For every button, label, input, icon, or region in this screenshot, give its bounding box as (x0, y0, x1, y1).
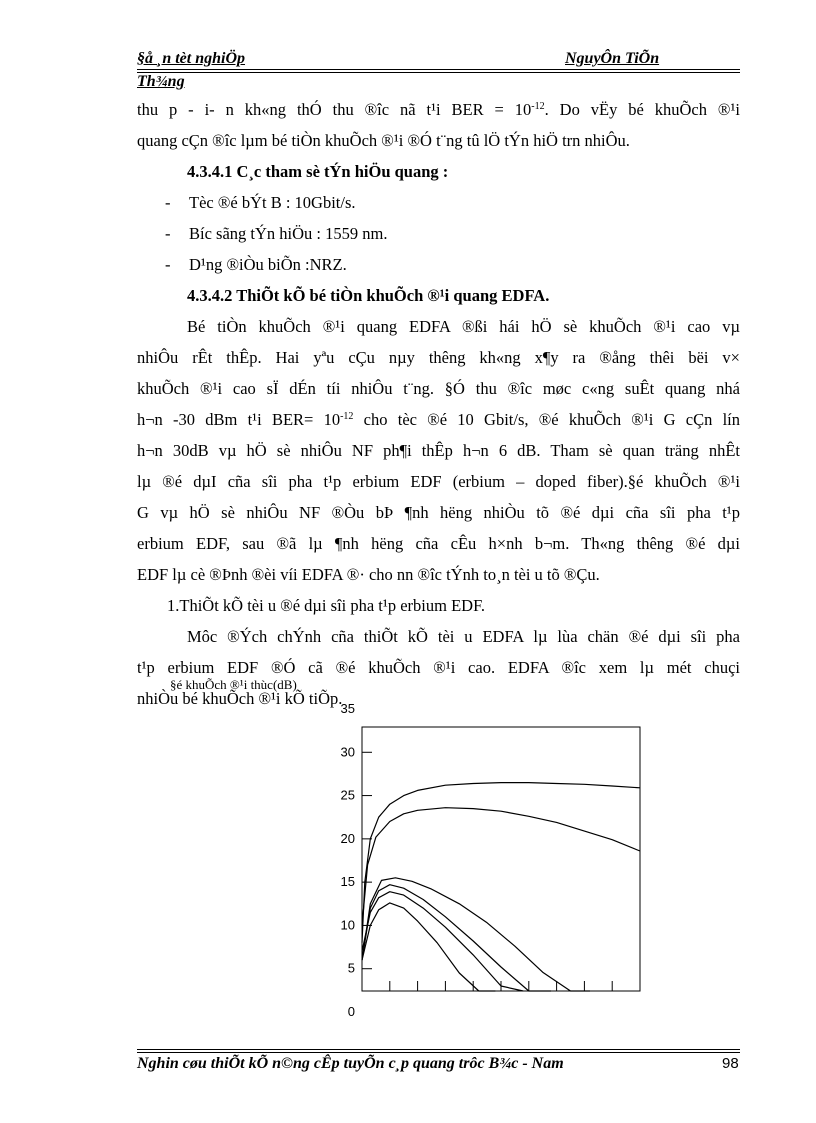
y-tick-label: 25 (340, 787, 355, 803)
y-tick-label: 0 (347, 1004, 355, 1019)
footer-title: Nghin cøu thiÕt kÕ n©ng cÊp tuyÕn c¸p quang trôc B¾c - Nam (137, 1055, 564, 1072)
text-line: h¬n 30dB vµ hÖ sè nhiÔu NF ph¶i thÊp h¬n 6 dB. Tham sè quan träng nhÊt (137, 441, 740, 460)
header-thesis-label: §å ¸n tèt nghiÖp (137, 50, 246, 67)
text-line: h¬n -30 dBm t¹i $BER= 10^{-12}$ cho tèc ®é 10 Gbit/s, ®é khuÕch ®¹i G cÇn lín (137, 410, 740, 429)
footer-rule-2 (137, 1052, 740, 1053)
text-line: thu p - i- n kh«ng thÓ thu ®îc nã t¹i BER = $10^{-12}$. Do vËy bé khuÕch ®¹i (137, 100, 740, 119)
text-line: Môc ®Ých chÝnh cña thiÕt kÕ tèi u EDFA lµ lùa chän ®é dµi sîi pha (187, 627, 740, 646)
footer-rule (137, 1049, 740, 1050)
text-line: lµ ®é dµI cña sîi pha t¹p erbium EDF (erbium – doped fiber).§é khuÕch ®¹i (137, 472, 740, 491)
y-tick-label: 15 (340, 874, 355, 890)
y-tick-label: 35 (340, 701, 355, 716)
subsection-heading: 1.ThiÕt kÕ tèi u ®é dµi sîi pha t¹p erbium EDF. (167, 596, 486, 615)
list-item: - D¹ng ®iÒu biÕn :NRZ. (165, 255, 347, 274)
text-line: EDF lµ cè ®Þnh ®èi víi EDFA ®· cho nn ®îc tÝnh to¸n tèi u tõ ®Çu. (137, 565, 600, 584)
gain-chart (330, 695, 650, 1030)
body-text (137, 94, 740, 714)
y-tick-label: 5 (347, 960, 355, 976)
section-heading-4-3-4-2: 4.3.4.2 ThiÕt kÕ bé tiÒn khuÕch ®¹i quang EDFA. (187, 286, 550, 305)
page-number: 98 (722, 1055, 739, 1072)
series-line-curve-5 (362, 892, 523, 991)
header-author-continuation: Th¾ng (137, 73, 185, 90)
y-tick-label: 20 (340, 830, 355, 846)
series-line-curve-3 (362, 878, 590, 991)
series-line-curve-6 (362, 903, 495, 991)
text-line: t¹p erbium EDF ®Ó cã ®é khuÕch ®¹i cao. EDFA ®îc xem lµ mét chuçi (137, 658, 740, 677)
plot-frame (362, 727, 640, 991)
header-author-name: NguyÔn TiÕn (565, 50, 660, 67)
chart-title: §é khuÕch ®¹i thùc(dB) (170, 677, 297, 692)
header-rule (137, 69, 740, 70)
section-heading-4-3-4-1: 4.3.4.1 C¸c tham sè tÝn hiÖu quang : (187, 162, 449, 181)
series-line-curve-1 (362, 783, 640, 943)
list-item: - Bíc sãng tÝn hiÖu : 1559 nm. (165, 224, 388, 243)
text-line: G vµ hÖ sè nhiÔu NF ®Òu bÞ ¶nh hëng nhiÒu tõ ®é dµi cña sîi pha t¹p (137, 503, 740, 522)
text-line: erbium EDF, sau ®ã lµ ¶nh hëng cña cÊu h×nh b¬m. Th«ng thêng ®é dµi (137, 534, 740, 553)
list-item: - Tèc ®é bÝt B : 10Gbit/s. (165, 193, 356, 212)
text-line: nhiÒu bé khuÕch ®¹i kÕ tiÕp. (137, 689, 343, 708)
text-line: Bé tiÒn khuÕch ®¹i quang EDFA ®ßi hái hÖ sè khuÕch ®¹i cao vµ (187, 317, 740, 336)
y-tick-label: 30 (340, 744, 355, 760)
text-line: quang cÇn ®îc lµm bé tiÒn khuÕch ®¹i ®Ó t¨ng tû lÖ tÝn hiÖ trn nhiÔu. (137, 131, 630, 150)
text-line: nhiÔu rÊt thÊp. Hai yªu cÇu nµy thêng kh«ng x¶y ra ®ång thêi bëi v× (137, 348, 740, 367)
y-tick-label: 10 (340, 917, 355, 933)
text-line: khuÕch ®¹i cao sÏ dÉn tíi nhiÔu t¨ng. §Ó thu ®îc møc c«ng suÊt quang nhá (137, 379, 740, 398)
header-rule-2 (137, 72, 740, 73)
